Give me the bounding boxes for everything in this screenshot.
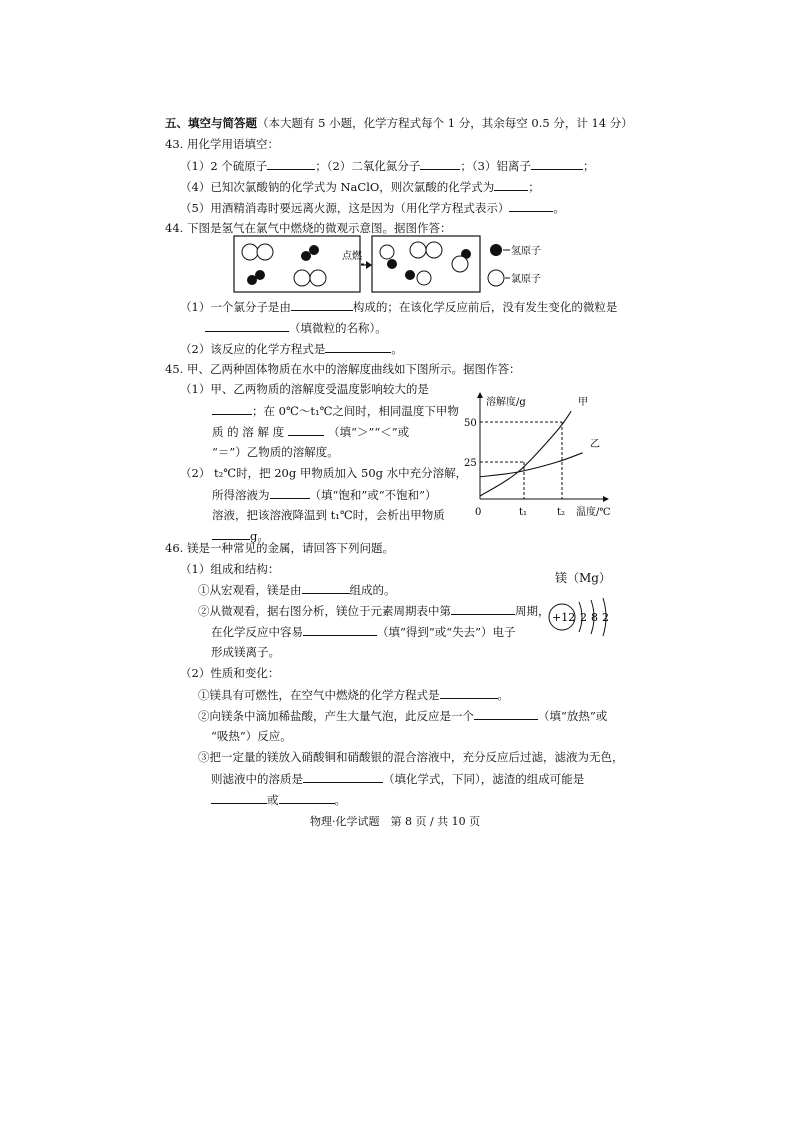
cl-atom xyxy=(426,242,442,258)
legend-h-label: 氢原子 xyxy=(511,246,541,257)
q46-text: ①镁具有可燃性，在空气中燃烧的化学方程式是 xyxy=(198,688,440,702)
q43-text: （4）已知次氯酸钠的化学式为 NaClO，则次氯酸的化学式为 xyxy=(180,180,495,194)
q46-text: ②向镁条中滴加稀盐酸，产生大量气泡，此反应是一个 xyxy=(198,709,474,723)
q45-line-5: （2） t₂℃时，把 20g 甲物质加入 50g 水中充分溶解， xyxy=(180,466,468,480)
arrow-label: 点燃 xyxy=(342,251,362,262)
answer-blank[interactable] xyxy=(440,686,498,699)
q46-text: 或 xyxy=(267,793,279,807)
q45-stem: 45. 甲、乙两种固体物质在水中的溶解度曲线如下图所示。据图作答： xyxy=(165,362,521,376)
cl-atom xyxy=(294,270,310,286)
answer-blank[interactable] xyxy=(302,581,350,594)
curve-jia xyxy=(480,411,571,496)
q46-text: （填“放热”或 xyxy=(538,709,608,723)
q44-line-1 xyxy=(180,298,617,315)
q43-text: ；（3）铝离子 xyxy=(460,159,531,173)
answer-blank[interactable] xyxy=(303,623,377,636)
x-tick-t1: t₁ xyxy=(519,507,528,518)
h-atom xyxy=(387,259,397,269)
q43-text: ； xyxy=(582,159,595,173)
q46-line-b2 xyxy=(198,707,607,724)
q46-sub-2: （2）性质和变化： xyxy=(180,666,280,680)
q45-line-6 xyxy=(212,486,437,503)
h-atom xyxy=(255,270,265,280)
q44-text: （填微粒的名称）。 xyxy=(289,321,387,335)
h-atom xyxy=(301,251,311,261)
q46-line-a1 xyxy=(198,581,396,598)
h-atom xyxy=(405,270,415,280)
q43-line-2 xyxy=(180,178,540,195)
origin-label: 0 xyxy=(475,507,482,518)
answer-blank[interactable] xyxy=(494,178,528,191)
answer-blank[interactable] xyxy=(267,157,315,170)
answer-blank[interactable] xyxy=(420,157,460,170)
q46-text: （填“得到”或“失去”）电子 xyxy=(377,625,516,639)
q45-line-2 xyxy=(212,402,459,419)
cl-atom xyxy=(452,256,468,272)
reaction-diagram xyxy=(230,232,590,296)
q46-text: ①从宏观看，镁是由 xyxy=(198,583,302,597)
legend-cl-label: 氯原子 xyxy=(511,274,541,285)
arrow-head xyxy=(366,261,372,269)
h-atom xyxy=(309,245,319,255)
answer-blank[interactable] xyxy=(288,423,324,436)
q45-text: （填“＞”“＜”或 xyxy=(328,425,410,439)
legend-h-swatch xyxy=(490,244,502,256)
cl-atom xyxy=(257,244,273,260)
q44-line-3 xyxy=(180,340,403,357)
q44-text: （1）一个氯分子是由 xyxy=(180,300,291,314)
section-title: 五、填空与简答题 xyxy=(165,116,257,130)
q46-line-a3 xyxy=(211,623,516,640)
q43-line-1 xyxy=(180,157,594,174)
q46-line-b1 xyxy=(198,686,509,703)
legend-cl-swatch xyxy=(488,270,504,286)
q46-stem: 46. 镁是一种常见的金属，请回答下列问题。 xyxy=(165,541,394,555)
q43-text: ； xyxy=(528,180,540,194)
answer-blank[interactable] xyxy=(279,791,335,804)
answer-blank[interactable] xyxy=(211,791,267,804)
answer-blank[interactable] xyxy=(270,486,310,499)
q46-line-b4: ③把一定量的镁放入硝酸铜和硝酸银的混合溶液中，充分反应后过滤，滤液为无色， xyxy=(198,750,624,764)
x-axis-label: 温度/℃ xyxy=(576,507,611,518)
answer-blank[interactable] xyxy=(303,770,383,783)
q45-line-4: “＝”）乙物质的溶解度。 xyxy=(212,445,339,459)
q44-stem: 44. 下图是氢气在氯气中燃烧的微观示意图。据图作答： xyxy=(165,221,452,235)
mg-atom-diagram xyxy=(544,592,626,642)
answer-blank[interactable] xyxy=(212,527,250,540)
y-axis-label: 溶解度/g xyxy=(486,397,526,408)
q45-text: 质 的 溶 解 度 xyxy=(212,425,285,439)
section-heading xyxy=(165,115,633,131)
electrons-shell-3: 2 xyxy=(602,611,609,624)
q46-sub-1: （1）组成和结构： xyxy=(180,562,280,576)
series-label-jia: 甲 xyxy=(578,397,588,408)
answer-blank[interactable] xyxy=(205,319,289,332)
page-footer: 物理·化学试题 第 8 页 / 共 10 页 xyxy=(310,815,481,828)
q46-text: 。 xyxy=(334,793,346,807)
cl-atom xyxy=(310,270,326,286)
q46-text: （填化学式，下同），滤渣的组成可能是 xyxy=(383,772,585,786)
x-tick-t2: t₂ xyxy=(557,507,566,518)
q43-text: （5）用酒精消毒时要远离火源，这是因为（用化学方程式表示） xyxy=(180,201,510,215)
cl-atom xyxy=(380,245,394,259)
q43-text: 。 xyxy=(553,201,565,215)
y-tick-50: 50 xyxy=(464,418,477,429)
q43-text: （1）2 个硫原子 xyxy=(180,159,268,173)
q46-text: ②从微观看，据右图分析，镁位于元素周期表中第 xyxy=(198,604,451,618)
cl-atom xyxy=(242,244,258,260)
electrons-shell-1: 2 xyxy=(580,611,587,624)
q46-text: 在化学反应中容易 xyxy=(211,625,303,639)
q45-line-3 xyxy=(212,423,409,440)
q46-line-b3: “吸热”）反应。 xyxy=(211,729,292,743)
section-note: （本大题有 5 小题，化学方程式每个 1 分，其余每空 0.5 分，计 14 分） xyxy=(257,116,633,130)
atom-label: 镁（Mg） xyxy=(555,571,611,585)
q43-stem: 43. 用化学用语填空： xyxy=(165,137,279,151)
answer-blank[interactable] xyxy=(451,602,515,615)
answer-blank[interactable] xyxy=(291,298,353,311)
answer-blank[interactable] xyxy=(325,340,391,353)
q43-text: ；（2）二氧化氮分子 xyxy=(315,159,421,173)
q45-text: ；在 0℃～t₁℃之间时，相同温度下甲物 xyxy=(252,404,459,418)
q45-text: （填“饱和”或“不饱和”） xyxy=(309,488,437,502)
electrons-shell-2: 8 xyxy=(591,611,598,624)
nucleus-charge: +12 xyxy=(552,611,576,624)
answer-blank[interactable] xyxy=(531,157,583,170)
q46-line-a4: 形成镁离子。 xyxy=(211,645,280,659)
solubility-chart xyxy=(458,385,638,525)
q46-line-b5 xyxy=(211,770,584,787)
curve-yi xyxy=(480,453,583,477)
cl-atom xyxy=(410,242,426,258)
answer-blank[interactable] xyxy=(212,402,252,415)
q46-text: 组成的。 xyxy=(349,583,396,597)
q46-line-b6 xyxy=(211,791,346,808)
q43-line-3 xyxy=(180,199,565,216)
q44-text: 构成的；在该化学反应前后，没有发生变化的微粒是 xyxy=(352,300,618,314)
q46-text: 周期， xyxy=(515,604,550,618)
q45-line-1: （1）甲、乙两物质的溶解度受温度影响较大的是 xyxy=(180,382,429,396)
y-tick-25: 25 xyxy=(464,458,477,469)
q44-text: （2）该反应的化学方程式是 xyxy=(180,342,326,356)
q46-line-a2 xyxy=(198,602,550,619)
q45-text: g。 xyxy=(250,529,269,543)
q44-line-2 xyxy=(205,319,387,336)
q46-text: 。 xyxy=(497,688,509,702)
answer-blank[interactable] xyxy=(474,707,538,720)
q46-text: 则滤液中的溶质是 xyxy=(211,772,303,786)
q44-text: 。 xyxy=(391,342,403,356)
q45-text: 所得溶液为 xyxy=(212,488,270,502)
q45-line-7: 溶液，把该溶液降温到 t₁℃时，会析出甲物质 xyxy=(212,508,445,522)
series-label-yi: 乙 xyxy=(590,439,600,450)
cl-atom xyxy=(417,271,431,285)
answer-blank[interactable] xyxy=(509,199,553,212)
